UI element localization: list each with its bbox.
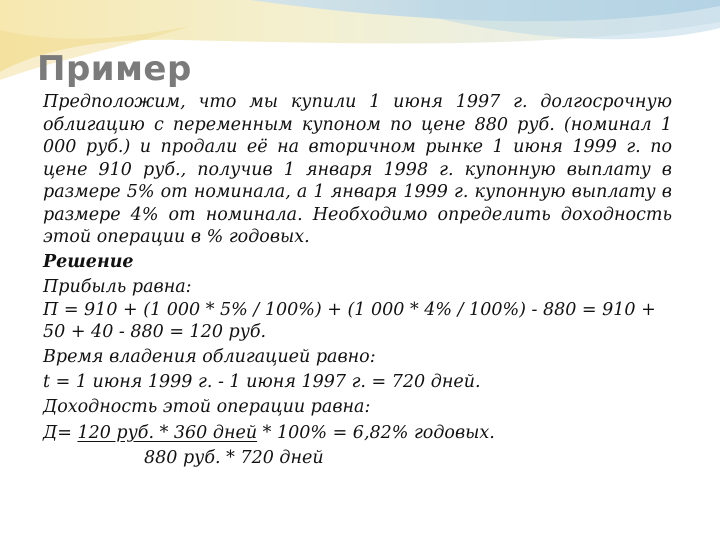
problem-statement: Предположим, что мы купили 1 июня 1997 г. долгосрочную облигацию с переменным купоном по цене 880 руб. (номинал 1 000 руб.) и продали её на вторичном рынке 1 июня 1999 г. по цене 910 руб., получив 1 января 1998 г. купонную выплату в размере 5% от номинала, а 1 января 1999 г. купонную выплату в размере 4% от номинала. Необходимо определить доходность этой операции в % годовых. bbox=[43, 92, 672, 247]
slide-content bbox=[43, 91, 672, 469]
yield-numerator: 120 руб. * 360 дней bbox=[77, 422, 258, 443]
yield-prefix: Д= bbox=[43, 422, 78, 443]
slide-title: Пример bbox=[37, 49, 192, 89]
holding-label: Время владения облигацией равно: bbox=[43, 347, 376, 368]
profit-label: Прибыль равна: bbox=[43, 277, 192, 298]
profit-formula: П = 910 + (1 000 * 5% / 100%) + (1 000 * 4% / 100%) - 880 = 910 + 50 + 40 - 880 = 120 руб. bbox=[43, 299, 656, 343]
holding-formula: t = 1 июня 1999 г. - 1 июня 1997 г. = 720 дней. bbox=[43, 372, 481, 393]
solution-heading: Решение bbox=[43, 252, 134, 273]
yield-label: Доходность этой операции равна: bbox=[43, 397, 371, 418]
yield-formula bbox=[43, 422, 672, 445]
yield-denominator: 880 руб. * 720 дней bbox=[144, 447, 324, 468]
yield-suffix: * 100% = 6,82% годовых. bbox=[257, 422, 495, 443]
